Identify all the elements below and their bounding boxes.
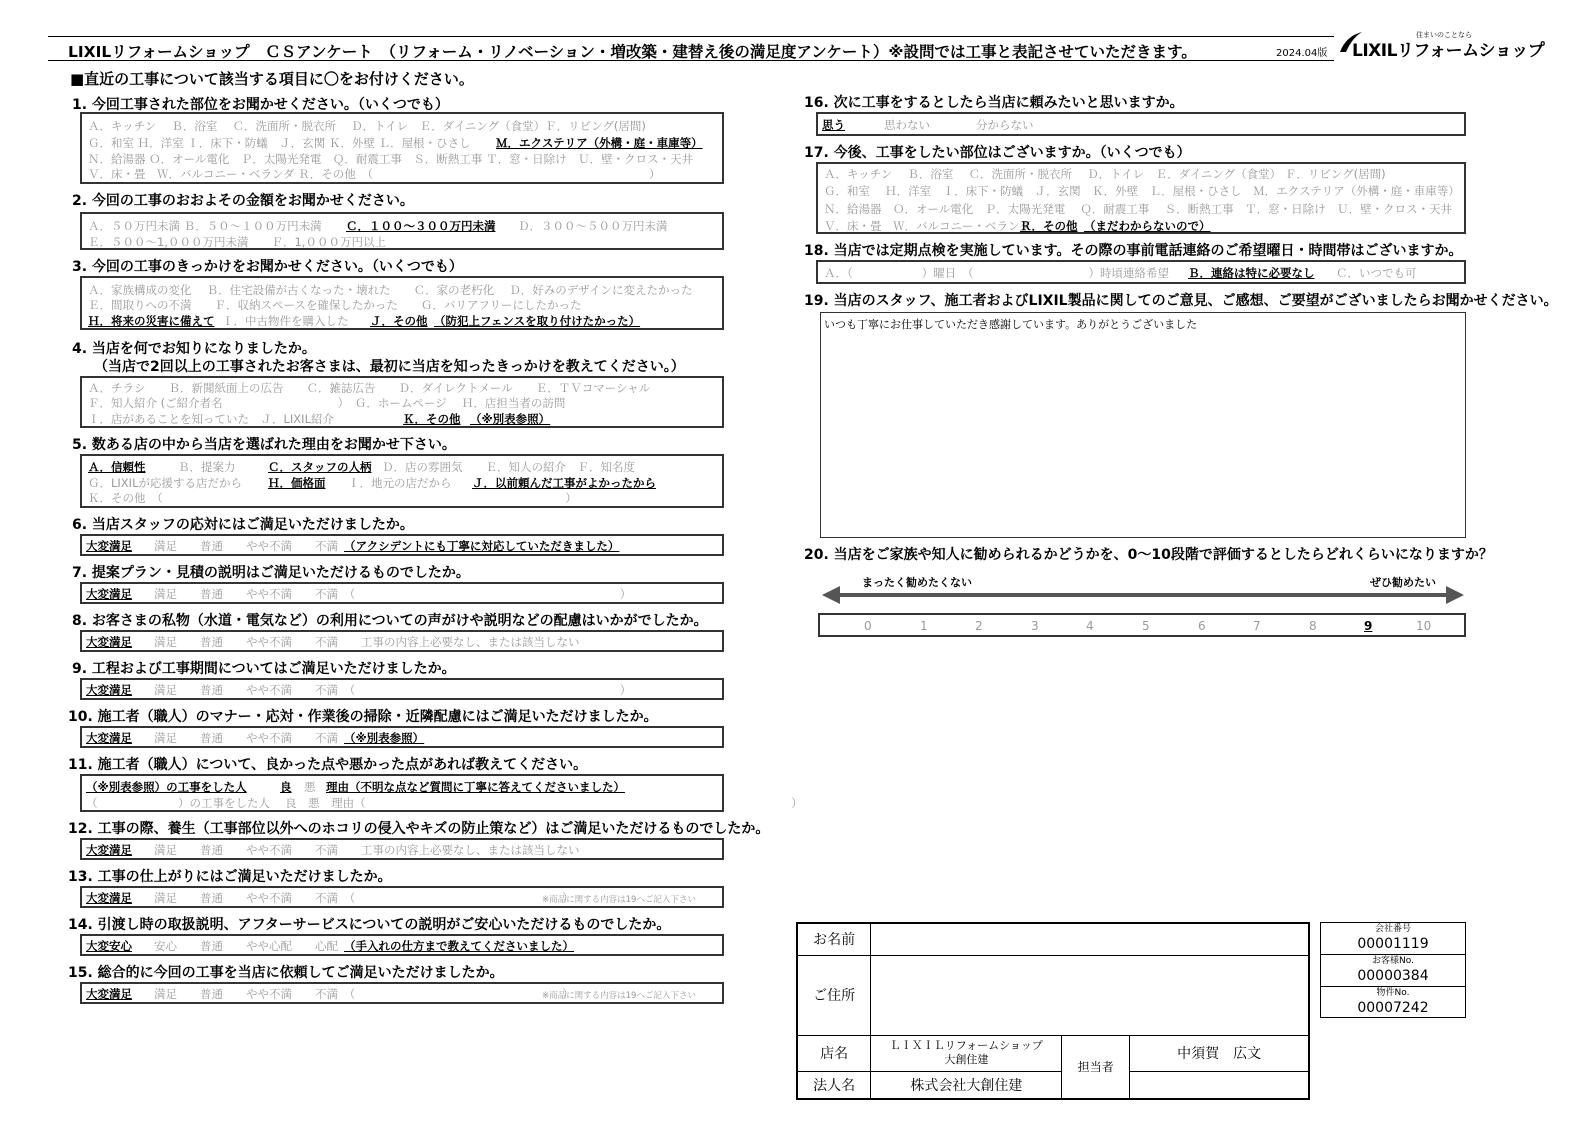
q8-title: 8. お客さまの私物（水道・電気など）の利用についての声がけや説明などの配慮はいかがでしたか。	[72, 613, 708, 629]
q13-options: 満足 普通 やや不満 不満 （ ）	[154, 891, 574, 905]
q13-note: ※商品に関する内容は19へご記入下さい	[542, 895, 696, 905]
corp-value[interactable]: 株式会社大創住建	[871, 1071, 1062, 1099]
q9-title: 9. 工程および工事期間についてはご満足いただけましたか。	[72, 661, 456, 677]
q1-options-line3: Ｎ．給湯器 Ｏ．オール電化 Ｐ．太陽光発電 Ｑ．耐震工事 Ｓ．断熱工事 Ｔ．窓・日除け Ｕ．壁・クロス・天井	[88, 152, 694, 166]
q18-option-c: Ｃ．いつでも可	[1336, 266, 1417, 280]
property-number-value: 00007242	[1357, 1000, 1429, 1016]
q3-options-line1: Ａ．家族構成の変化 Ｂ．住宅設備が古くなった・壊れた Ｃ．家の老朽化 Ｄ．好みのデザインに変えたかった	[88, 283, 693, 297]
q4-other-comment: （※別表参照）	[470, 412, 551, 426]
q20-score-0[interactable]: 0	[864, 619, 872, 633]
q5-option-b: Ｂ．提案力	[178, 460, 236, 474]
q17-options-line2: Ｇ．和室 Ｈ．洋室 Ｉ．床下・防蟻 Ｊ．玄関 Ｋ．外壁 Ｌ．屋根・ひさし Ｍ．エクステリア（外構・庭・車庫等）	[824, 184, 1460, 198]
staff-value[interactable]: 中須賀 広文	[1130, 1035, 1309, 1071]
customer-number-value: 00000384	[1321, 967, 1465, 987]
q19-comment-text: いつも丁寧にお仕事していただき感謝しています。ありがとうございました	[824, 318, 1198, 331]
q2-title: 2. 今回の工事のおおよその金額をお聞かせください。	[72, 193, 414, 209]
q11-row1-who: （※別表参照）の工事をした人	[86, 780, 247, 794]
q20-right-label: ぜひ勧めたい	[1370, 576, 1436, 589]
q6-comment: （アクシデントにも丁寧に対応していただきました）	[344, 539, 620, 553]
brand-name: LIXILリフォームショップ	[1352, 41, 1545, 61]
q4-options-line2: Ｆ．知人紹介 (ご紹介者名 ） Ｇ．ホームページ Ｈ．店担当者の訪問	[88, 396, 566, 410]
q2-options-a: Ａ．５０万円未満 Ｂ．５０～１００万円未満	[88, 219, 322, 233]
q20-score-5[interactable]: 5	[1142, 619, 1150, 633]
q15-note: ※商品に関する内容は19へご記入下さい	[542, 991, 696, 1001]
q4-options-line3: Ｉ．店があることを知っていた Ｊ．LIXIL紹介	[88, 412, 334, 426]
q1-selected-option[interactable]: Ｍ．エクステリア（外構・庭・車庫等）	[496, 136, 703, 150]
q11-row1-good-selected[interactable]: 良	[280, 780, 292, 794]
q4-title: 4. 当店を何でお知りになりましたか。	[72, 341, 316, 357]
q5-selected-c[interactable]: Ｃ．スタッフの人柄	[268, 460, 372, 474]
q17-options-line1: Ａ．キッチン Ｂ．浴室 Ｃ．洗面所・脱衣所 Ｄ．トイレ Ｅ．ダイニング（食堂） Ｆ．リビング(居間)	[824, 167, 1386, 181]
q5-options-rest: Ｄ．店の雰囲気 Ｅ．知人の紹介 Ｆ．知名度	[382, 460, 635, 474]
property-number-label: 物件No.	[1376, 988, 1410, 998]
customer-info-table	[796, 922, 1310, 1100]
q5-option-g: Ｇ．LIXILが応援する店だから	[88, 476, 242, 490]
q14-selected-option[interactable]: 大変安心	[86, 939, 132, 953]
name-value[interactable]	[871, 923, 1309, 955]
q16-selected-option[interactable]: 思う	[822, 118, 845, 132]
q3-selected-j[interactable]: Ｊ．その他	[370, 314, 428, 328]
q9-selected-option[interactable]: 大変満足	[86, 683, 132, 697]
address-value[interactable]	[871, 955, 1309, 1035]
q19-comment-box[interactable]	[820, 312, 1466, 538]
q13-title: 13. 工事の仕上がりにはご満足いただけましたか。	[68, 869, 392, 885]
company-number-value: 00001119	[1321, 935, 1465, 955]
q3-selected-h[interactable]: Ｈ．将来の災害に備えて	[88, 314, 215, 328]
staff-label: 担当者	[1062, 1035, 1130, 1099]
q5-selected-j[interactable]: Ｊ．以前頼んだ工事がよかったから	[472, 476, 656, 490]
q16-title: 16. 次に工事をするとしたら当店に頼みたいと思いますか。	[804, 95, 1184, 111]
q8-options: 満足 普通 やや不満 不満 工事の内容上必要なし、または該当しない	[154, 635, 580, 649]
address-label: ご住所	[797, 955, 871, 1035]
q19-title: 19. 当店のスタッフ、施工者およびLIXIL製品に関してのご意見、ご感想、ご要望がございましたらお聞かせください。	[804, 293, 1558, 309]
q14-options: 安心 普通 やや心配 心配	[154, 939, 338, 953]
q2-options-b: Ｄ．３００～５００万円未満	[518, 219, 668, 233]
q5-selected-a[interactable]: Ａ．信頼性	[88, 460, 146, 474]
q17-title: 17. 今後、工事をしたい部位はございますか。（いくつでも）	[804, 145, 1191, 161]
q3-other-comment: （防犯上フェンスを取り付けたかった）	[434, 314, 641, 328]
q4-subtitle: （当店で2回以上の工事されたお客さまは、最初に当店を知ったきっかけを教えてください。）	[94, 359, 685, 375]
q20-score-1[interactable]: 1	[920, 619, 928, 633]
q9-options: 満足 普通 やや不満 不満 （ ）	[154, 683, 632, 697]
q8-selected-option[interactable]: 大変満足	[86, 635, 132, 649]
q11-row1-reason: 理由（不明な点など質問に丁寧に答えてくださいました）	[326, 780, 625, 794]
q5-selected-h[interactable]: Ｈ．価格面	[268, 476, 326, 490]
name-label: お名前	[797, 923, 871, 955]
q10-comment: （※別表参照）	[344, 731, 425, 745]
q11-title: 11. 施工者（職人）について、良かった点や悪かった点があれば教えてください。	[68, 757, 588, 773]
q10-title: 10. 施工者（職人）のマナー・応対・作業後の掃除・近隣配慮にはご満足いただけましたか。	[68, 709, 658, 725]
q12-title: 12. 工事の際、養生（工事部位以外へのホコリの侵入やキズの防止策など）はご満足いただけるものでしたか。	[68, 821, 770, 837]
q20-score-4[interactable]: 4	[1086, 619, 1094, 633]
q20-score-10[interactable]: 10	[1416, 619, 1432, 633]
q17-options-line3: Ｎ．給湯器 Ｏ．オール電化 Ｐ．太陽光発電 Ｑ．耐震工事 Ｓ．断熱工事 Ｔ．窓・日除け Ｕ．壁・クロス・天井	[824, 202, 1453, 216]
id-box	[1320, 922, 1466, 1018]
version-label: 2024.04版	[1276, 48, 1328, 59]
q16-options: 思わない 分からない	[884, 118, 1034, 132]
q20-score-9[interactable]: 9	[1364, 619, 1373, 633]
customer-number-label: お客様No.	[1372, 956, 1414, 966]
q5-option-i: Ｉ．地元の店だから	[348, 476, 452, 490]
staff-extra-cell	[1130, 1071, 1309, 1099]
q11-row2: （ ）の工事をした人 良 悪 理由（ ）	[86, 796, 803, 810]
q20-left-label: まったく勧めたくない	[862, 576, 972, 589]
q20-double-arrow-icon	[822, 584, 1464, 606]
q15-options: 満足 普通 やや不満 不満 （ ）	[154, 987, 574, 1001]
q20-score-7[interactable]: 7	[1253, 619, 1261, 633]
q12-options: 満足 普通 やや不満 不満 工事の内容上必要なし、または該当しない	[154, 843, 580, 857]
q1-options-line1: Ａ．キッチン Ｂ．浴室 Ｃ．洗面所・脱衣所 Ｄ．トイレ Ｅ．ダイニング（食堂）Ｆ．リビング(居間)	[88, 119, 646, 133]
q20-score-2[interactable]: 2	[975, 619, 983, 633]
brand-tagline: 住まいのことなら	[1416, 31, 1472, 39]
q17-other-comment: （まだわからないので）	[1084, 219, 1211, 233]
q3-title: 3. 今回の工事のきっかけをお聞かせください。（いくつでも）	[72, 259, 463, 275]
q3-options-line2: Ｅ．間取りへの不満 Ｆ．収納スペースを確保したかった Ｇ．バリアフリーにしたかった	[88, 298, 582, 312]
q4-options-line1: Ａ．チラシ Ｂ．新聞紙面上の広告 Ｃ．雑誌広告 Ｄ．ダイレクトメール Ｅ．ＴＶコマーシャル	[88, 381, 651, 395]
q6-title: 6. 当店スタッフの応対にはご満足いただけましたか。	[72, 517, 414, 533]
q7-selected-option[interactable]: 大変満足	[86, 587, 132, 601]
q15-selected-option[interactable]: 大変満足	[86, 987, 132, 1001]
q13-selected-option[interactable]: 大変満足	[86, 891, 132, 905]
corp-label: 法人名	[797, 1071, 871, 1099]
q20-score-6[interactable]: 6	[1198, 619, 1206, 633]
q20-score-8[interactable]: 8	[1309, 619, 1317, 633]
q1-options-line4: Ｖ．床・畳 Ｗ．バルコニー・ベランダ Ｒ．その他 （ ）	[88, 167, 661, 181]
q18-option-a: Ａ．（ ）曜日 （ ）時頃連絡希望	[824, 266, 1169, 280]
q17-options-line4: Ｖ．床・畳 Ｗ．バルコニー・ベランダ	[824, 219, 1031, 233]
q15-title: 15. 総合的に今回の工事を当店に依頼してご満足いただけましたか。	[68, 965, 504, 981]
q17-selected-option[interactable]: Ｒ．その他	[1020, 219, 1078, 233]
q6-selected-option[interactable]: 大変満足	[86, 539, 132, 553]
q20-score-3[interactable]: 3	[1031, 619, 1039, 633]
company-number-label: 会社番号	[1374, 924, 1411, 934]
q10-options: 満足 普通 やや不満 不満	[154, 731, 338, 745]
q2-selected-option[interactable]: Ｃ．１００～３００万円未満	[346, 219, 496, 233]
store-value-line2: 大創住建	[944, 1053, 989, 1066]
q6-options: 満足 普通 やや不満 不満	[154, 539, 338, 553]
q7-options: 満足 普通 やや不満 不満 （ ）	[154, 587, 632, 601]
q7-title: 7. 提案プラン・見積の説明はご満足いただけるものでしたか。	[72, 565, 470, 581]
q2-options-line2: Ｅ．５００～1,０００万円未満 Ｆ．1,０００万円以上	[88, 235, 386, 249]
q4-selected-option[interactable]: Ｋ．その他	[403, 412, 461, 426]
q20-title: 20. 当店をご家族や知人に勧められるかどうかを、0～10段階で評価するとしたらどれくらいになりますか？	[804, 547, 1493, 563]
q1-options-line2: Ｇ．和室 Ｈ．洋室 Ｉ．床下・防蟻 Ｊ．玄関 Ｋ．外壁 Ｌ．屋根・ひさし	[88, 136, 471, 150]
survey-title: LIXILリフォームショップ ＣＳアンケート （リフォーム・リノベーション・増改築・建替え後の満足度アンケート）※設問では工事と表記させていただきます。	[68, 43, 1197, 61]
store-value	[871, 1035, 1062, 1071]
store-label: 店名	[797, 1035, 871, 1071]
q3-option-i: Ｉ．中古物件を購入した	[222, 314, 349, 328]
q14-comment: （手入れの仕方まで教えてくださいました）	[344, 939, 574, 953]
q5-option-k: Ｋ．その他 （ ）	[88, 491, 577, 505]
q14-title: 14. 引渡し時の取扱説明、アフターサービスについての説明がご安心いただけるものでしたか。	[68, 917, 671, 933]
q11-row1-bad[interactable]: 悪	[304, 780, 316, 794]
q1-title: 1. 今回工事された部位をお聞かせください。（いくつでも）	[72, 97, 449, 113]
store-value-line1: ＬＩＸＩＬリフォームショップ	[889, 1039, 1043, 1052]
intro-instruction: ■直近の工事について該当する項目に〇をお付けください。	[70, 70, 474, 88]
q5-title: 5. 数ある店の中から当店を選ばれた理由をお聞かせ下さい。	[72, 437, 456, 453]
q12-selected-option[interactable]: 大変満足	[86, 843, 132, 857]
q18-selected-option[interactable]: Ｂ．連絡は特に必要なし	[1188, 266, 1315, 280]
q18-title: 18. 当店では定期点検を実施しています。その際の事前電話連絡のご希望曜日・時間帯はございますか。	[804, 243, 1463, 259]
q10-selected-option[interactable]: 大変満足	[86, 731, 132, 745]
